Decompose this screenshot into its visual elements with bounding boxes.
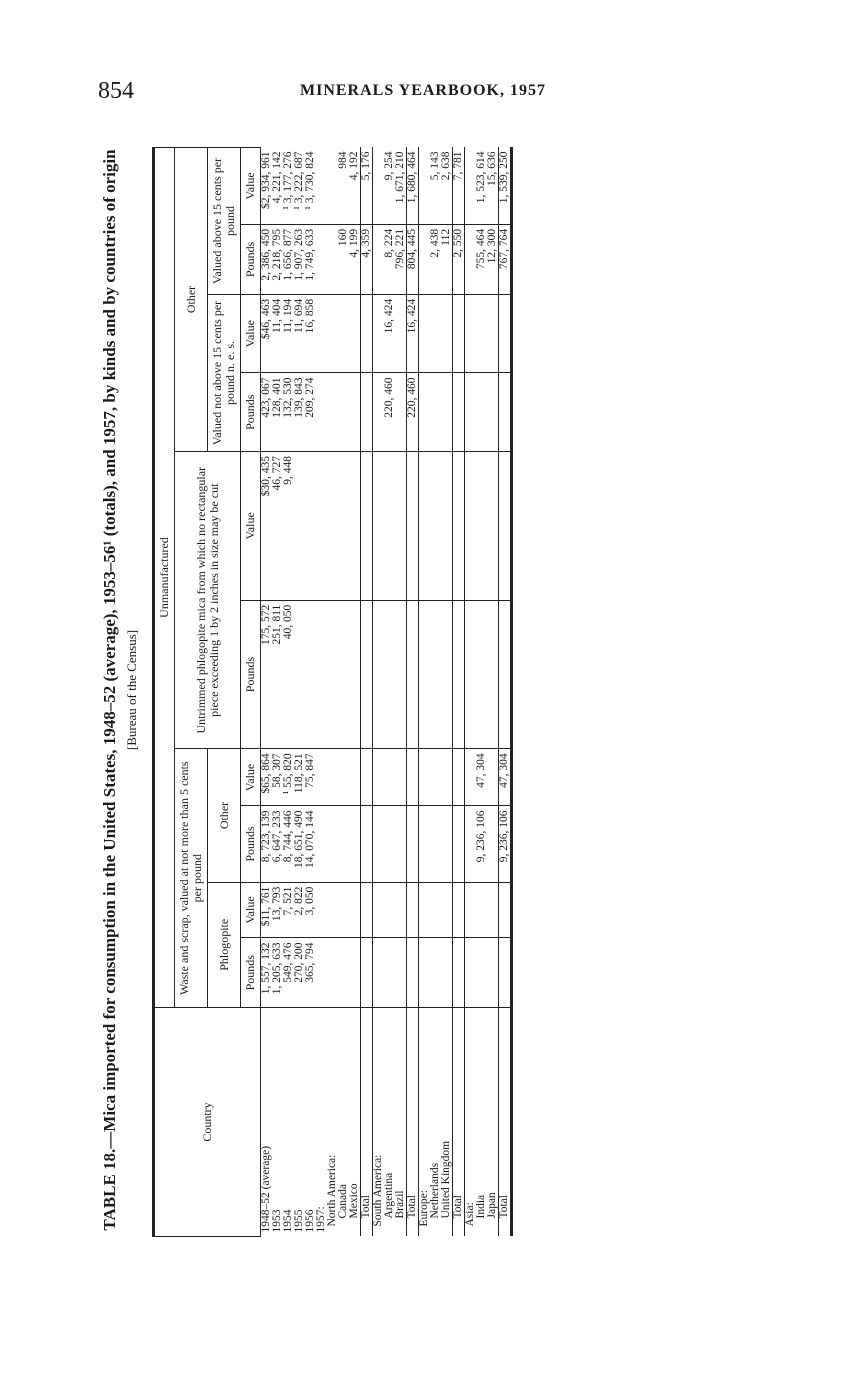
table-cell xyxy=(465,373,477,452)
table-cell xyxy=(361,373,373,452)
table-cell xyxy=(338,452,349,601)
table-cell: 4, 192 xyxy=(349,148,361,225)
col-value: Value xyxy=(241,294,261,373)
row-label: India xyxy=(475,1194,487,1219)
table-cell: 5, 143 xyxy=(430,148,441,225)
table-cell xyxy=(441,938,453,1008)
table-cell xyxy=(349,882,361,938)
table-cell xyxy=(338,749,349,806)
table-cell xyxy=(441,452,453,601)
table-cell xyxy=(327,373,338,452)
table-cell: 13, 793 xyxy=(272,882,283,938)
table-cell xyxy=(384,882,395,938)
table-cell xyxy=(465,600,477,749)
table-cell: $11, 761 xyxy=(261,882,273,938)
table-cell xyxy=(441,373,453,452)
table-cell xyxy=(441,294,453,373)
table-cell: $65, 864 xyxy=(261,749,273,806)
table-cell: 804, 445 xyxy=(407,224,419,294)
table-row xyxy=(316,148,327,1237)
col-above-15: Valued above 15 cents per pound xyxy=(208,148,241,295)
table-cell xyxy=(499,938,512,1008)
table-cell: 160 xyxy=(338,224,349,294)
mica-imports-table xyxy=(152,147,513,1237)
table-cell: 175, 572 xyxy=(261,600,273,749)
col-pounds: Pounds xyxy=(241,938,261,1008)
table-title: TABLE 18.—Mica imported for consumption in the United States, 1948–52 (average), 1953–56¹ (totals), and 1957, by kinds and by countries of origin xyxy=(100,149,119,1231)
table-cell xyxy=(430,600,441,749)
table-cell xyxy=(316,452,327,601)
table-cell: 1, 656, 877 xyxy=(283,224,294,294)
table-cell: $30, 435 xyxy=(261,452,273,601)
table-cell xyxy=(316,373,327,452)
table-cell xyxy=(373,938,385,1008)
table-row xyxy=(395,148,407,1237)
table-row xyxy=(349,148,361,1237)
row-label: Argentina xyxy=(383,1172,395,1219)
table-source: [Bureau of the Census] xyxy=(124,629,139,751)
table-cell xyxy=(294,600,305,749)
table-cell xyxy=(327,452,338,601)
table-cell xyxy=(384,749,395,806)
table-cell xyxy=(327,938,338,1008)
table-cell xyxy=(476,373,487,452)
table-cell xyxy=(407,806,419,882)
table-cell xyxy=(361,882,373,938)
table-cell: 2, 638 xyxy=(441,148,453,225)
table-cell xyxy=(327,600,338,749)
table-cell xyxy=(338,373,349,452)
table-cell xyxy=(395,452,407,601)
table-row xyxy=(430,148,441,1237)
table-cell: 75, 847 xyxy=(305,749,316,806)
table-cell xyxy=(487,882,499,938)
table-cell xyxy=(305,600,316,749)
row-label: 1953 xyxy=(271,1209,283,1233)
table-cell xyxy=(499,600,512,749)
table-cell xyxy=(487,373,499,452)
table-cell: 220, 460 xyxy=(407,373,419,452)
table-cell xyxy=(419,600,431,749)
table-cell: 4, 199 xyxy=(349,224,361,294)
table-row xyxy=(453,148,465,1237)
page-number: 854 xyxy=(98,78,134,104)
table-cell xyxy=(487,600,499,749)
table-cell: 1, 205, 633 xyxy=(272,938,283,1008)
table-cell xyxy=(373,600,385,749)
table-cell xyxy=(476,600,487,749)
table-cell xyxy=(476,294,487,373)
table-row xyxy=(465,148,477,1237)
table-cell: 220, 460 xyxy=(384,373,395,452)
col-value: Value xyxy=(241,148,261,225)
table-cell xyxy=(419,373,431,452)
table-cell: 767, 764 xyxy=(499,224,512,294)
row-label: Mexico xyxy=(348,1183,360,1219)
table-cell xyxy=(430,806,441,882)
table-cell xyxy=(361,452,373,601)
table-cell xyxy=(316,749,327,806)
table-cell xyxy=(441,882,453,938)
table-cell: 1, 523, 614 xyxy=(476,148,487,225)
table-cell: 118, 521 xyxy=(294,749,305,806)
table-cell xyxy=(316,600,327,749)
table-cell: 11, 404 xyxy=(272,294,283,373)
row-label: 1954 xyxy=(282,1209,294,1233)
col-unmanufactured: Unmanufactured xyxy=(154,148,175,1008)
row-label: United Kingdom xyxy=(440,1140,452,1219)
table-cell: 6, 647, 233 xyxy=(272,806,283,882)
table-cell: 112 xyxy=(441,224,453,294)
table-cell xyxy=(441,806,453,882)
row-label: Asia: xyxy=(464,1202,476,1227)
table-cell: 8, 224 xyxy=(384,224,395,294)
table-cell xyxy=(338,806,349,882)
col-value: Value xyxy=(241,749,261,806)
table-cell xyxy=(327,749,338,806)
table-cell: 9, 254 xyxy=(384,148,395,225)
table-cell xyxy=(499,373,512,452)
table-cell: 423, 067 xyxy=(261,373,273,452)
table-cell xyxy=(327,882,338,938)
col-untrimmed: Untrimmed phlogopite mica from which no rectangular piece exceeding 1 by 2 inches in size may be cut xyxy=(175,452,241,749)
table-cell xyxy=(395,294,407,373)
table-cell: $46, 463 xyxy=(261,294,273,373)
table-cell: 11, 694 xyxy=(294,294,305,373)
table-cell xyxy=(407,749,419,806)
table-cell: 15, 636 xyxy=(487,148,499,225)
table-cell xyxy=(476,882,487,938)
table-cell xyxy=(361,806,373,882)
table-row xyxy=(441,148,453,1237)
table-row xyxy=(407,148,419,1237)
row-label: 1956 xyxy=(304,1209,316,1233)
table-cell xyxy=(453,882,465,938)
row-label: Canada xyxy=(337,1184,349,1219)
table-cell xyxy=(465,452,477,601)
table-cell xyxy=(395,749,407,806)
table-cell: ¹ 55, 820 xyxy=(283,749,294,806)
table-row xyxy=(384,148,395,1237)
table-cell: 1, 557, 132 xyxy=(261,938,273,1008)
table-cell: 365, 794 xyxy=(305,938,316,1008)
table-cell xyxy=(395,938,407,1008)
table-cell xyxy=(316,148,327,225)
table-cell: 47, 304 xyxy=(499,749,512,806)
table-cell xyxy=(395,600,407,749)
table-cell xyxy=(453,452,465,601)
row-label: 1955 xyxy=(293,1209,305,1233)
table-cell xyxy=(430,294,441,373)
table-cell: 1, 907, 263 xyxy=(294,224,305,294)
table-cell xyxy=(294,452,305,601)
table-cell xyxy=(453,294,465,373)
table-cell: 16, 858 xyxy=(305,294,316,373)
running-head: MINERALS YEARBOOK, 1957 xyxy=(300,82,546,99)
table-cell xyxy=(453,600,465,749)
table-cell xyxy=(349,294,361,373)
table-cell: 3, 050 xyxy=(305,882,316,938)
table-cell xyxy=(395,373,407,452)
col-pounds: Pounds xyxy=(241,806,261,882)
table-cell: 9, 236, 106 xyxy=(499,806,512,882)
row-label: Total xyxy=(407,1008,419,1237)
table-cell: 2, 438 xyxy=(430,224,441,294)
table-cell xyxy=(453,938,465,1008)
table-cell: 796, 221 xyxy=(395,224,407,294)
table-cell: 1, 671, 210 xyxy=(395,148,407,225)
table-cell: 47, 304 xyxy=(476,749,487,806)
table-cell: 139, 843 xyxy=(294,373,305,452)
table-cell xyxy=(487,749,499,806)
table-cell: 4, 221, 142 xyxy=(272,148,283,225)
table-cell xyxy=(465,882,477,938)
table-cell: 8, 744, 446 xyxy=(283,806,294,882)
table-cell xyxy=(419,806,431,882)
table-cell xyxy=(395,882,407,938)
table-cell xyxy=(327,806,338,882)
table-cell xyxy=(476,452,487,601)
table-cell xyxy=(407,600,419,749)
row-label: South America: xyxy=(372,1154,384,1227)
table-caption xyxy=(100,125,140,1255)
table-cell: ¹ 3, 222, 687 xyxy=(294,148,305,225)
col-country: Country xyxy=(154,1008,261,1237)
table-cell: 18, 651, 490 xyxy=(294,806,305,882)
table-body xyxy=(261,148,512,1237)
row-label: Total xyxy=(361,1008,373,1237)
table-cell xyxy=(441,600,453,749)
row-label: Japan xyxy=(486,1192,498,1219)
table-cell xyxy=(349,600,361,749)
table-cell: 7, 521 xyxy=(283,882,294,938)
col-pounds: Pounds xyxy=(241,224,261,294)
table-cell xyxy=(373,806,385,882)
row-label: Brazil xyxy=(394,1190,406,1219)
table-cell xyxy=(419,938,431,1008)
table-cell: 46, 727 xyxy=(272,452,283,601)
table-cell xyxy=(316,882,327,938)
table-row xyxy=(338,148,349,1237)
table-cell xyxy=(407,882,419,938)
table-cell: 9, 448 xyxy=(283,452,294,601)
table-cell xyxy=(430,452,441,601)
table-cell xyxy=(349,452,361,601)
table-cell: 1, 680, 464 xyxy=(407,148,419,225)
table-cell xyxy=(499,882,512,938)
table-cell: 2, 822 xyxy=(294,882,305,938)
row-label: Netherlands xyxy=(429,1162,441,1219)
table-cell: 12, 300 xyxy=(487,224,499,294)
col-other-group: Other xyxy=(175,148,208,452)
table-cell xyxy=(419,452,431,601)
col-not-above-15: Valued not above 15 cents per pound n. e. s. xyxy=(208,294,241,451)
table-cell xyxy=(349,806,361,882)
col-phlogopite: Phlogopite xyxy=(208,882,241,1007)
table-row xyxy=(419,148,431,1237)
table-cell xyxy=(419,294,431,373)
table-cell xyxy=(338,294,349,373)
table-cell xyxy=(373,882,385,938)
table-cell xyxy=(361,294,373,373)
row-label: Europe: xyxy=(418,1190,430,1227)
table-cell: 40, 050 xyxy=(283,600,294,749)
table-cell xyxy=(316,224,327,294)
table-cell: 1, 539, 250 xyxy=(499,148,512,225)
table-row xyxy=(305,148,316,1237)
table-cell xyxy=(316,938,327,1008)
table-cell: 58, 307 xyxy=(272,749,283,806)
table-cell xyxy=(487,938,499,1008)
table-cell xyxy=(349,749,361,806)
col-other: Other xyxy=(208,749,241,882)
table-cell: 984 xyxy=(338,148,349,225)
table-cell: 9, 236, 106 xyxy=(476,806,487,882)
table-cell: 14, 070, 144 xyxy=(305,806,316,882)
table-cell xyxy=(430,882,441,938)
col-pounds: Pounds xyxy=(241,373,261,452)
table-cell xyxy=(430,373,441,452)
col-pounds: Pounds xyxy=(241,600,261,749)
table-cell xyxy=(499,294,512,373)
col-waste-scrap: Waste and scrap, valued at not more than 5 cents per pound xyxy=(175,749,208,1008)
table-cell xyxy=(361,600,373,749)
row-label: 1948–52 (average) xyxy=(260,1145,272,1233)
table-cell xyxy=(316,294,327,373)
table-row xyxy=(499,148,512,1237)
table-cell xyxy=(349,373,361,452)
table-row xyxy=(487,148,499,1237)
table-cell xyxy=(465,938,477,1008)
table-cell: 7, 781 xyxy=(453,148,465,225)
table-cell: 251, 811 xyxy=(272,600,283,749)
table-cell: $2, 934, 961 xyxy=(261,148,273,225)
table-cell xyxy=(316,806,327,882)
table-cell: 1, 749, 633 xyxy=(305,224,316,294)
table-cell: 549, 476 xyxy=(283,938,294,1008)
table-cell xyxy=(487,806,499,882)
table-cell: 16, 424 xyxy=(384,294,395,373)
table-cell xyxy=(384,600,395,749)
table-cell: 128, 401 xyxy=(272,373,283,452)
table-cell: 8, 723, 139 xyxy=(261,806,273,882)
table-cell: ¹ 3, 177, 276 xyxy=(283,148,294,225)
table-cell xyxy=(419,882,431,938)
table-cell xyxy=(487,452,499,601)
table-row xyxy=(476,148,487,1237)
table-cell xyxy=(361,749,373,806)
table-cell: 4, 359 xyxy=(361,224,373,294)
table-cell xyxy=(305,452,316,601)
table-cell: 11, 194 xyxy=(283,294,294,373)
table-cell xyxy=(349,938,361,1008)
col-value: Value xyxy=(241,452,261,601)
row-label: Total xyxy=(499,1008,512,1237)
table-row xyxy=(327,148,338,1237)
table-cell xyxy=(384,452,395,601)
table-cell: 5, 176 xyxy=(361,148,373,225)
table-cell xyxy=(407,938,419,1008)
table-cell xyxy=(327,294,338,373)
table-cell xyxy=(430,749,441,806)
table-cell xyxy=(384,938,395,1008)
col-value: Value xyxy=(241,882,261,938)
row-label: Total xyxy=(453,1008,465,1237)
table-cell xyxy=(384,806,395,882)
table-cell: 2, 386, 450 xyxy=(261,224,273,294)
table-cell xyxy=(487,294,499,373)
table-cell: 132, 530 xyxy=(283,373,294,452)
table-cell xyxy=(373,749,385,806)
table-cell: 209, 274 xyxy=(305,373,316,452)
table-cell xyxy=(453,749,465,806)
table-cell xyxy=(476,938,487,1008)
table-cell: 2, 218, 795 xyxy=(272,224,283,294)
row-label: 1957: xyxy=(315,1206,327,1233)
table-cell xyxy=(395,806,407,882)
table-cell: ¹ 3, 730, 824 xyxy=(305,148,316,225)
row-label: North America: xyxy=(326,1154,338,1227)
table-cell: 2, 550 xyxy=(453,224,465,294)
table-cell: 755, 464 xyxy=(476,224,487,294)
table-cell xyxy=(419,749,431,806)
table-cell xyxy=(465,294,477,373)
table-cell xyxy=(361,938,373,1008)
table-cell xyxy=(453,806,465,882)
table-cell: 270, 200 xyxy=(294,938,305,1008)
table-cell xyxy=(338,882,349,938)
rotated-table-block xyxy=(100,125,760,1255)
table-cell xyxy=(338,938,349,1008)
table-cell xyxy=(373,452,385,601)
table-cell xyxy=(441,749,453,806)
table-cell xyxy=(499,452,512,601)
table-cell xyxy=(453,373,465,452)
table-row xyxy=(361,148,373,1237)
table-cell xyxy=(430,938,441,1008)
table-cell xyxy=(407,452,419,601)
table-cell: 16, 424 xyxy=(407,294,419,373)
table-cell xyxy=(338,600,349,749)
